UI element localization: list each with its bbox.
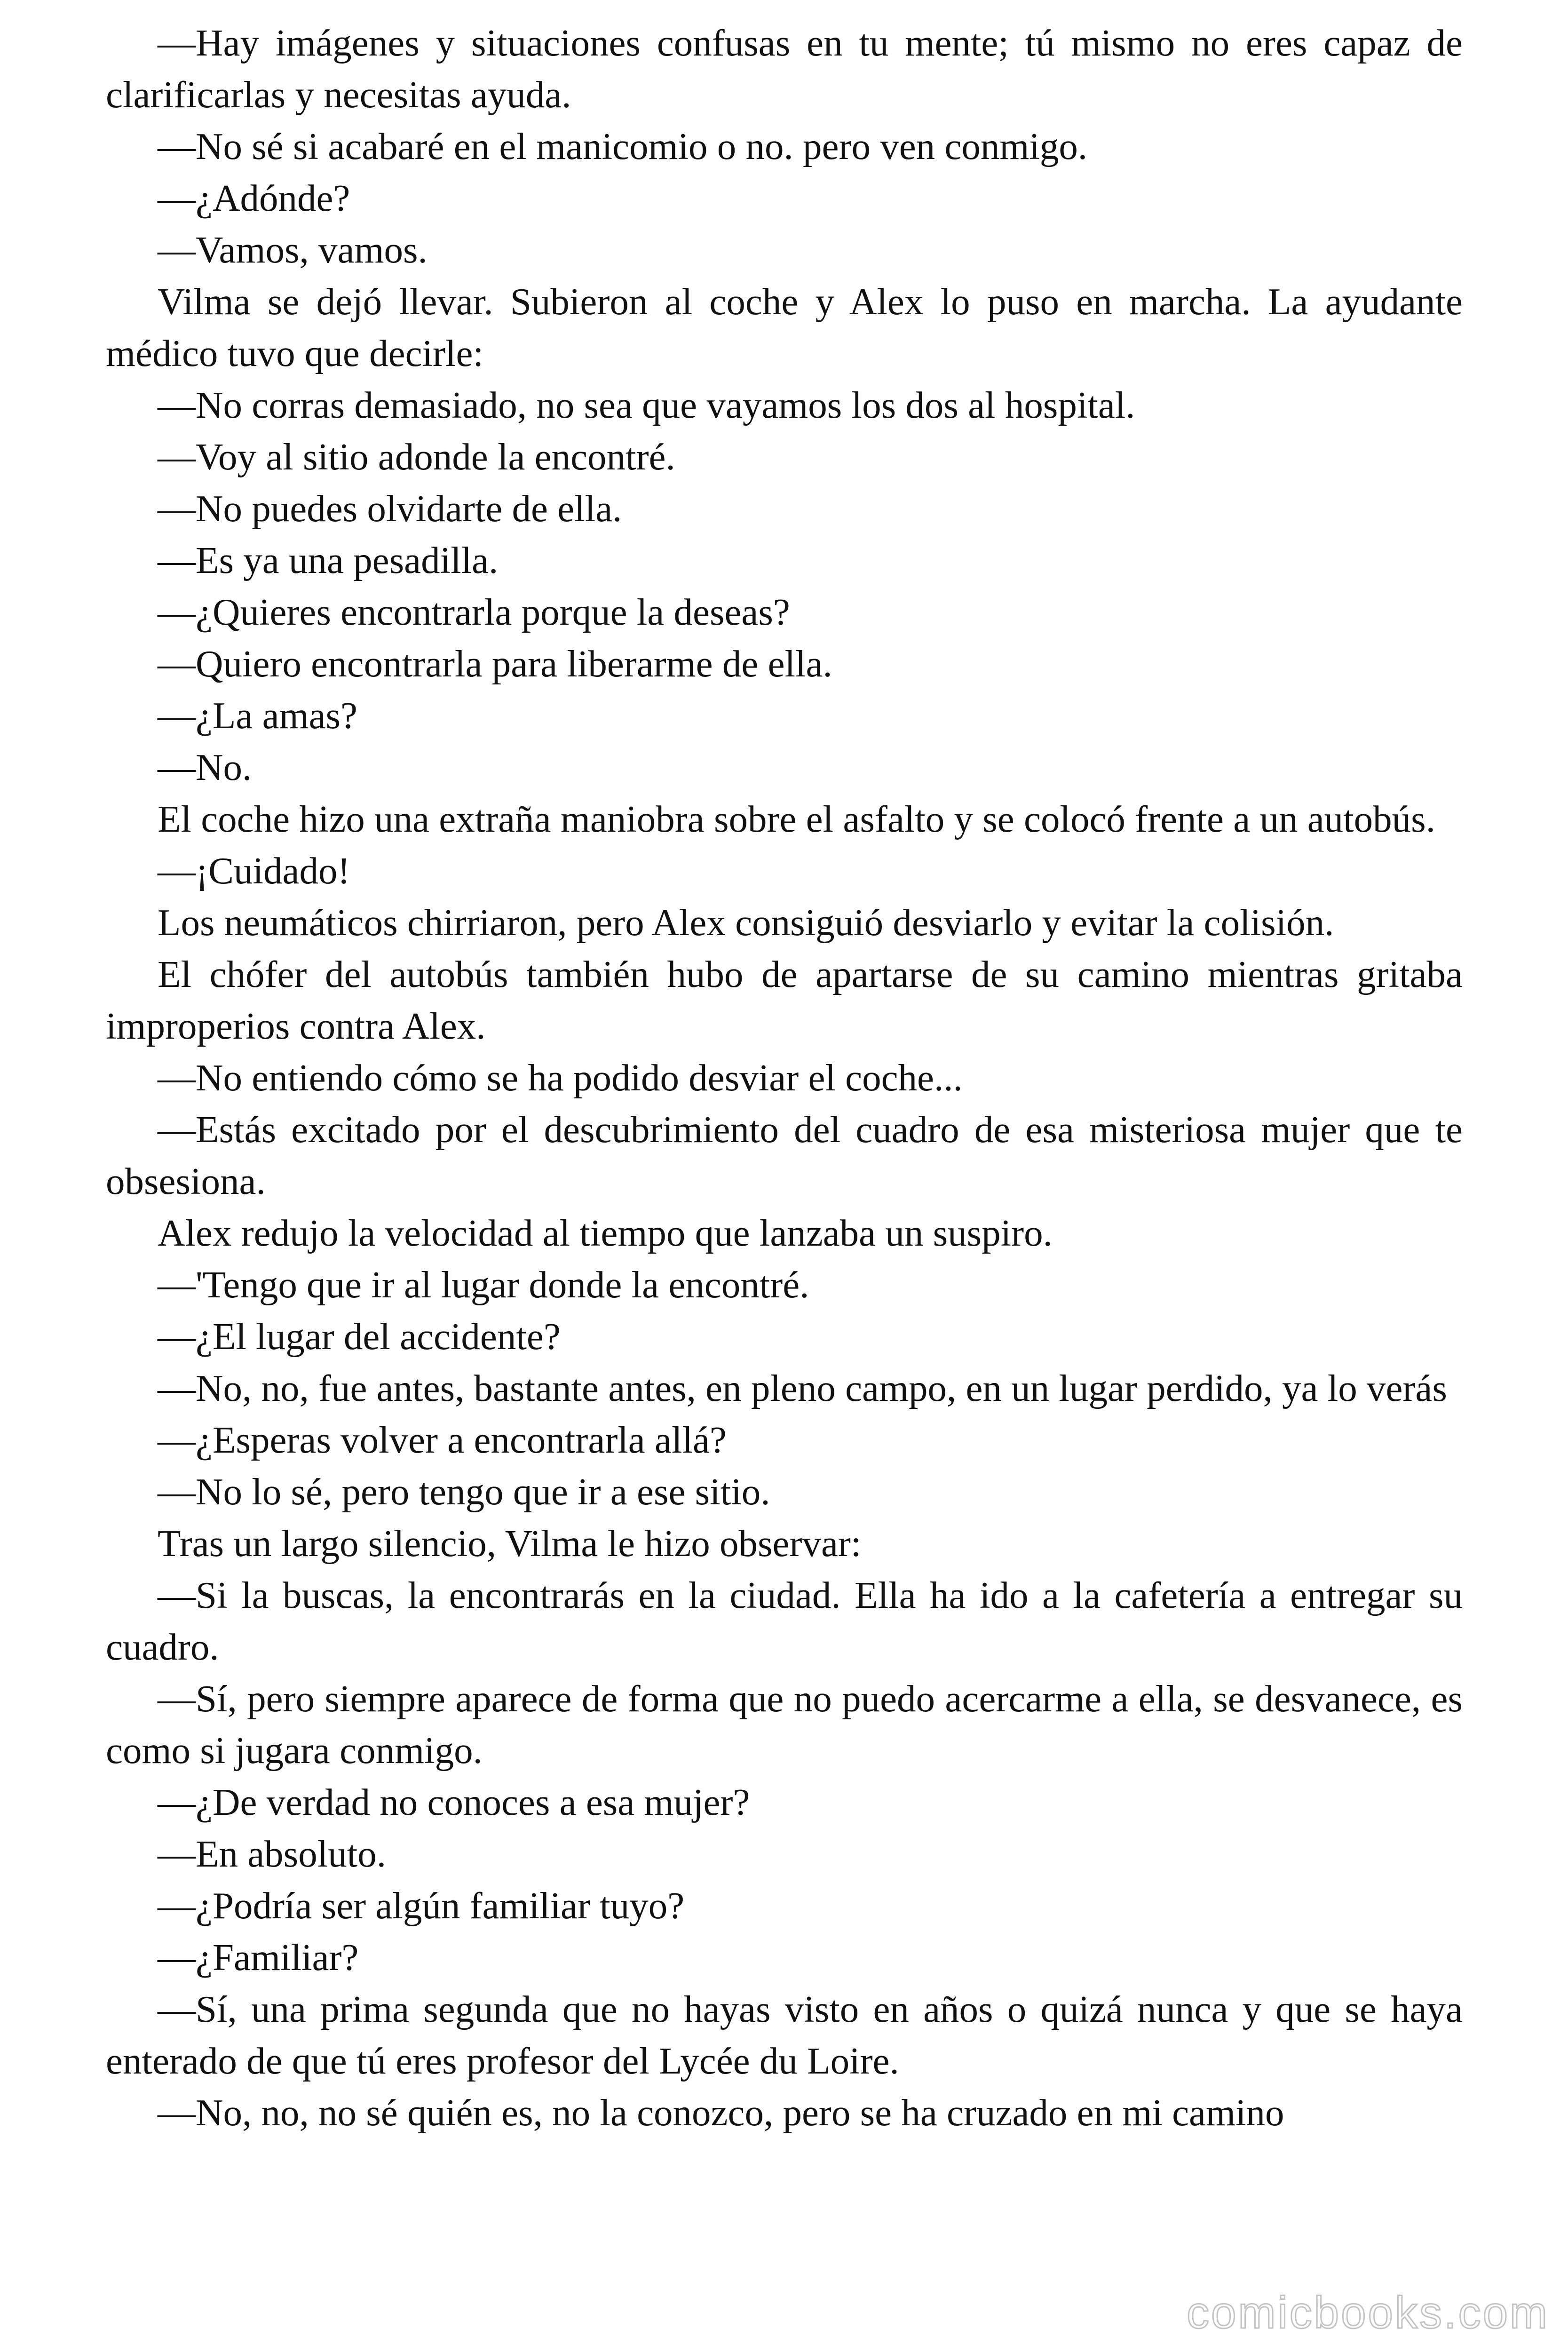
- paragraph: —Vamos, vamos.: [158, 229, 428, 271]
- paragraph: El coche hizo una extraña maniobra sobre el asfalto y se colocó frente a un autobús.: [158, 798, 1435, 840]
- paragraph: —No, no, no sé quién es, no la conozco, pero se ha cruzado en mi camino: [158, 2091, 1284, 2134]
- paragraph: —Estás excitado por el descubrimiento del cuadro de esa misteriosa mujer que te obsesiona.: [106, 1108, 1463, 1202]
- paragraph: —No corras demasiado, no sea que vayamos los dos al hospital.: [158, 384, 1135, 426]
- paragraph: —¿Esperas volver a encontrarla allá?: [158, 1419, 727, 1461]
- paragraph: —Hay imágenes y situaciones confusas en tu mente; tú mismo no eres capaz de clarificarlas y necesitas ayuda.: [106, 22, 1463, 116]
- paragraph: —No.: [158, 746, 252, 788]
- paragraph: Vilma se dejó llevar. Subieron al coche y Alex lo puso en marcha. La ayudante médico tuvo que decirle:: [106, 280, 1463, 374]
- paragraph: —¿Podría ser algún familiar tuyo?: [158, 1884, 685, 1927]
- paragraph: —No, no, fue antes, bastante antes, en pleno campo, en un lugar perdido, ya lo verás: [158, 1367, 1447, 1409]
- paragraph: —¿Adónde?: [158, 177, 350, 219]
- paragraph: —¿La amas?: [158, 694, 358, 737]
- body-text: [106, 17, 1463, 2138]
- paragraph: —¿De verdad no conoces a esa mujer?: [158, 1781, 750, 1823]
- paragraph: —No sé si acabaré en el manicomio o no. pero ven conmigo.: [158, 125, 1088, 167]
- paragraph: —En absoluto.: [158, 1833, 386, 1875]
- paragraph: Alex redujo la velocidad al tiempo que lanzaba un suspiro.: [158, 1212, 1053, 1254]
- paragraph: —¿Familiar?: [158, 1936, 359, 1979]
- paragraph: —¡Cuidado!: [158, 850, 350, 892]
- paragraph: —Voy al sitio adonde la encontré.: [158, 436, 675, 478]
- paragraph: —¿Quieres encontrarla porque la deseas?: [158, 591, 790, 633]
- paragraph: —Quiero encontrarla para liberarme de ella.: [158, 643, 832, 685]
- paragraph: —Sí, pero siempre aparece de forma que no puedo acercarme a ella, se desvanece, es como si jugara conmigo.: [106, 1677, 1463, 1772]
- paragraph: —No puedes olvidarte de ella.: [158, 487, 622, 530]
- paragraph: Tras un largo silencio, Vilma le hizo observar:: [158, 1522, 862, 1565]
- paragraph: —Es ya una pesadilla.: [158, 539, 499, 581]
- paragraph: —No entiendo cómo se ha podido desviar el coche...: [158, 1057, 963, 1099]
- watermark: comicbooks.com: [1187, 2288, 1549, 2338]
- paragraph: —'Tengo que ir al lugar donde la encontré.: [158, 1263, 809, 1306]
- paragraph: El chófer del autobús también hubo de apartarse de su camino mientras gritaba improperios contra Alex.: [106, 953, 1463, 1047]
- paragraph: Los neumáticos chirriaron, pero Alex consiguió desviarlo y evitar la colisión.: [158, 901, 1334, 944]
- paragraph: —No lo sé, pero tengo que ir a ese sitio.: [158, 1470, 770, 1513]
- paragraph: —Si la buscas, la encontrarás en la ciudad. Ella ha ido a la cafetería a entregar su cuadro.: [106, 1574, 1463, 1668]
- paragraph: —¿El lugar del accidente?: [158, 1315, 561, 1358]
- paragraph: —Sí, una prima segunda que no hayas visto en años o quizá nunca y que se haya enterado de que tú eres profesor del Lycée du Loire.: [106, 1988, 1463, 2082]
